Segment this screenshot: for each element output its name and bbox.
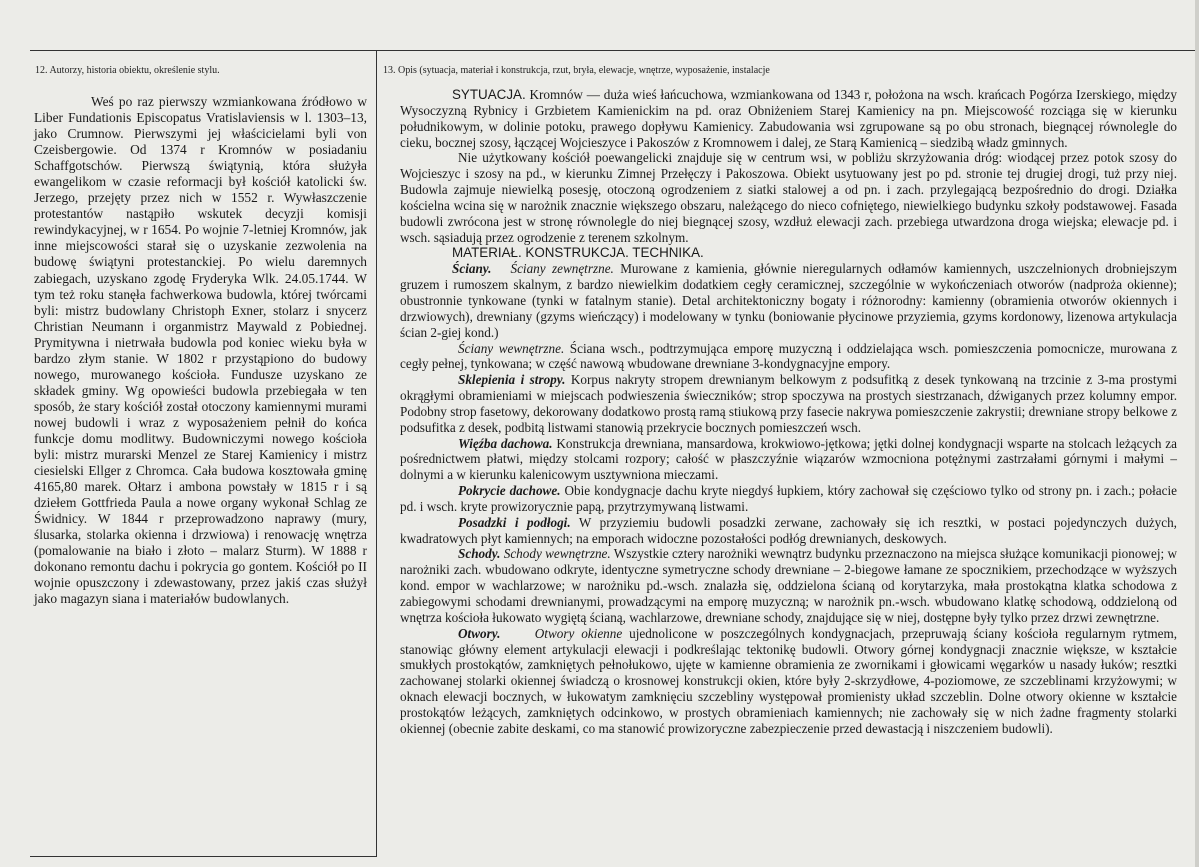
description-column (378, 51, 1199, 857)
sytuacja-paragraph: SYTUACJA. Kromnów — duża wieś łańcuchowa, wzmiankowana od 1343 r, położona na wsch. krańcach Pogórza Izerskiego, między Wysoczyzną Rybnicy i Grzbietem Kamienickim na pd. oraz Obniżeniem Starej Kamienicy na pn. Miejscowość rozciąga się w kierunku południkowym, w dolinie potoku, prawego dopływu Kamienicy. Zabudowania wsi zgrupowane są po obu stronach, biegnącej równolegle do cieku, bocznej szosy, łączącej Wojcieszyce i Pakoszów z Kromnowem i dalej, ze Starą Kamienicą – siedzibą władz gminnych. (400, 87, 1177, 150)
pokrycie-paragraph: Pokrycie dachowe. Obie kondygnacje dachu kryte niegdyś łupkiem, który zachował się częściowo tylko od strony pn. i zach.; połacie pd. i wsch. kryte prowizorycznie papą, przytrzymywaną listwami. (400, 483, 1178, 514)
sciany-wew-paragraph: Ściany wewnętrzne. Ściana wsch., podtrzymująca emporę muzyczną i oddzielająca wsch. pomieszczenia pomocnicze, murowana z cegły pełnej, tynkowana; w część nawową wbudowane drewniane 3-kondygnacyjne empory. (400, 340, 1178, 372)
sciany-paragraph: Ściany. Ściany zewnętrzne. Murowane z kamienia, głównie nieregularnych odłamów kamiennych, uszczelnionych drobniejszym gruzem i rumoszem skalnym, z bardzo niewielkim dodatkiem cegły ceramicznej, szczególnie w wykończeniach otworów (nadproża okienne); obustronnie tynkowane (tynki w fatalnym stanie). Detal architektoniczny bogaty i różnorodny: kamienny (obramienia otworów okiennych i drzwiowych), drewniany (gzyms wieńczący) i modelowany w tynku (boniowanie płycinowe przyziemia, gzyms kordonowy, lizenowa artykulacja ścian 2-giej kond.) (400, 261, 1177, 340)
description-text (400, 87, 1177, 737)
wiezba-paragraph: Więźba dachowa. Konstrukcja drewniana, mansardowa, krokwiowo-jętkowa; jętki dolnej kondygnacji wsparte na stolcach leżących za pośrednictwem płatwi, między stolcami rozpory; całość w płaszczyźnie wiązarów wzmocniona potężnymi zastrzałami górnymi i małymi – dolnymi a w kierunku kalenicowym usztywniona mieczami. (400, 435, 1177, 483)
sciany-heading: Ściany. (452, 261, 492, 277)
otwory-paragraph: Otwory. Otwory okienne ujednolicone w poszczególnych kondygnacjach, przepruwają ściany kościoła regularnym rytmem, stanowiąc główny element artykulacji elewacji i podkreślając tektonikę budowli. Otwory górnej kondygnacji znacznie większe, w kształcie smukłych prostokątów, zamkniętych pełnołukowo, ujęte w kamienne obramienia ze zwornikami i głowicami węgarków u nasady łuków; resztki zachowanej stolarki okiennej świadczą o krosnowej konstrukcji okien, które były 2-skrzydłowe, 4-poziomowe, ze szczeblinami krzyżowymi; w oknach elewacji bocznych, w łukowatym zamknięciu szczebliny występował promienisty układ szczeblin. Dolne otwory okienne w kształcie prostokątów leżących, zamkniętych odcinkowo, w prostych obramieniach kamiennych; nie zachowały się w nich żadne fragmenty stolarki okiennej (obecnie zabite deskami, co ma stanowić prowizoryczne zabezpieczenie przed dewastacją i niszczeniem budowli). (400, 625, 1177, 736)
posadzki-paragraph: Posadzki i podłogi. W przyziemiu budowli posadzki zerwane, zachowały się ich resztki, w postaci pojedynczych dużych, kwadratowych płyt kamiennych; na emporach widoczne pozostałości podłóg drewnianych, deskowych. (400, 514, 1177, 546)
sklepienia-paragraph: Sklepienia i stropy. Korpus nakryty stropem drewnianym belkowym z podsufitką z desek tynkowaną na trzcinie z 3-ma prostymi okrągłymi obramieniami w miejscach podwieszenia świeczników; strop spoczywa na prostych siestrzanach, dźwiganych przez kolumny empor. Podobny strop fasetowy, dekorowany dodatkowo prostą ramą stiukową przy fasecie nakrywa pomieszczenie zakrystii; drewniane stropy belkowe z podsufitka z desek, podbitą listwami stanowią przekrycie bocznych pomieszczeń wsch. (400, 372, 1177, 435)
form-frame (30, 50, 1199, 857)
history-header: 12. Autorzy, historia obiektu, określenie stylu. (35, 65, 220, 76)
scan-edge (1195, 0, 1199, 867)
material-heading: MATERIAŁ. KONSTRUKCJA. TECHNIKA. (452, 245, 704, 261)
sytuacja-paragraph-2: Nie użytkowany kościół poewangelicki znajduje się w centrum wsi, w pobliżu skrzyżowania dróg: wiodącej przez potok szosy do Wojcieszyc i szosy na pd., w kierunku Zimnej Przełęczy i Pakoszowa. Obiekt usytuowany jest po pd. stronie tej drugiej drogi, tuż przy niej. Budowla zajmuje niewielką posesję, otoczoną ogrodzeniem z siatki stalowej a od pn. i zach. przylegającą bezpośrednio do drogi. Działka kościelna wcina się w narożnik znacznie większego obszaru, należącego do nieco cofniętego, niewielkiego budynku szkoły podstawowej. Fasada budowli zwrócona jest w stronę równolegle do niej biegnącej szosy, wzdłuż elewacji zach. przebiega utwardzona droga wiejska; elewacje pd. i wsch. sąsiadują przez ogrodzenie z terenem szkolnym. (400, 150, 1177, 245)
history-column (30, 51, 377, 857)
description-header: 13. Opis (sytuacja, materiał i konstrukcja, rzut, bryła, elewacje, wnętrze, wyposażenie, instalacje (383, 65, 770, 76)
sytuacja-heading: SYTUACJA. (452, 87, 526, 102)
schody-paragraph: Schody. Schody wewnętrzne. Wszystkie cztery narożniki wewnątrz budynku przeznaczono na miejsca służące komunikacji pionowej; w narożniki zach. wbudowano odkryte, identyczne symetryczne schody drewniane – 2-biegowe łamane ze spocznikiem, przechodzące w wyższych kond. empor w wachlarzowe; w narożniku pd.-wsch. znalazła się, oddzielona ścianą od korytarzyka, mała prostokątna klatka schodowa z zabiegowymi schodami drewnianymi, prowadzącymi na emporę muzyczną; w narożnik pn.-wsch. wbudowano klatkę schodową, oddzieloną od wnętrza kościoła łukowato wygiętą ścianą, wachlarzowe, drewniane schody, znajdujące się w niej, dostępne były tylko przez drzwi zewnętrzne. (400, 546, 1177, 625)
history-text: Weś po raz pierwszy wzmiankowana źródłowo w Liber Fundationis Episcopatus Vratislaviensis w l. 1303–13, jako Crumnow. Pierwszymi jej właścicielami byli von Czeisbergowie. Od 1374 r Kromnów w posiadaniu Schaffgotschów. Pierwszą świątynią, która służyła ewangelikom w czasie reformacji był kościół katolicki św. Jerzego, przejęty przez nich w 1552 r. Wywłaszczenie protestantów nastąpiło wskutek decyzji komisji rewindykacyjnej, w r 1654. Po wojnie 7-letniej Kromnów, jak inne miejscowości starał się o uzyskanie zezwolenia na budowę świątyni protestanckiej. Po wielu daremnych zabiegach, uzyskano zgodę Fryderyka Wlk. 24.05.1744. W tym też roku stanęła fachwerkowa budowla, której twórcami byli: mistrz budowlany Christoph Exner, stolarz i snycerz Christian Neumann i organmistrz Maywald z Pobiednej. Prymitywna i nietrwała budowla pod koniec wieku była w bardzo złym stanie. W 1802 r przystąpiono do budowy nowego, murowanego kościoła. Fundusze uzyskano ze składek gminy. Wg opowieści budowla przebiegała w ten sposób, że stary kościół został otoczony kamiennymi murami nowej budowli i wraz z wyposażeniem pełnił do końca funkcje domu modlitwy. Budowniczymi nowego kościoła byli: mistrz murarski Menzel ze Starej Kamienicy i mistrz ciesielski Ellger z Chromca. Cała budowa kosztowała gminę 4165,80 marek. Ołtarz i ambona powstały w 1815 r i są dziełem Gottfrieda Paula a nowe organy wykonał Schlag ze Świdnicy. W 1844 r przeprowadzono naprawy (mury, ślusarka, stolarka okienna i drzwiowa) i renowację wnętrza (pomalowanie na biało i złoto – malarz Sturm). W 1888 r dokonano remontu dachu i pokrycia go gontem. Kościół po II wojnie opuszczony i zdewastowany, przez jakiś czas służył jako magazyn siana i materiałów budowlanych. (34, 94, 367, 607)
